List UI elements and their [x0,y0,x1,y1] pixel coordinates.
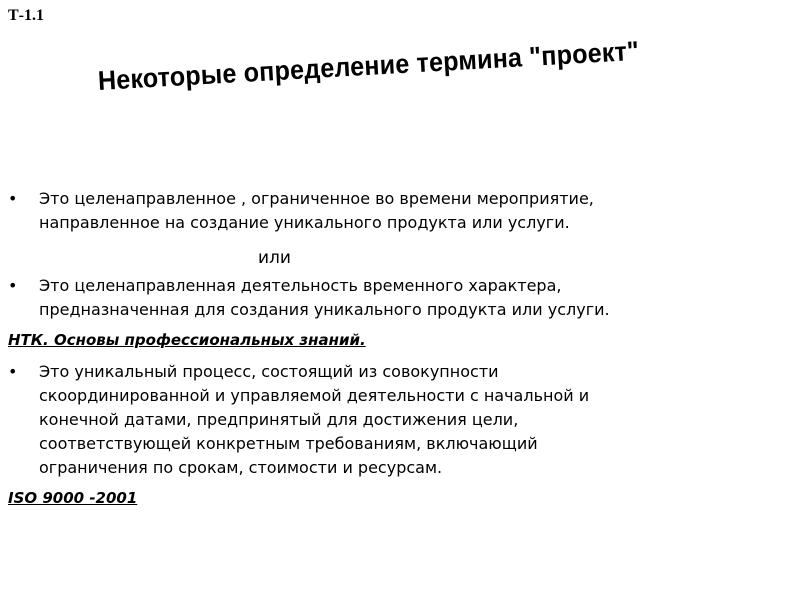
definition-line: предназначенная для создания уникального продукта или услуги. [39,300,610,319]
definition-line: направленное на создание уникального продукта или услуги. [39,213,570,232]
title-area [0,0,800,130]
source-citation: НТК. Основы профессиональных знаний. [8,331,366,349]
bullet-marker: • [8,362,18,381]
definition-line: Это целенаправленное , ограниченное во времени мероприятие, [39,189,594,208]
definition-line: соответствующей конкретным требованиям, включающий [39,434,538,453]
slide-code: Т-1.1 [8,7,44,24]
definition-line: конечной датами, предпринятый для достижения цели, [39,410,519,429]
definition-item [8,274,768,322]
bullet-marker: • [8,189,18,208]
definition-line: Это уникальный процесс, состоящий из совокупности [39,362,499,381]
or-separator: или [258,248,291,268]
bullet-marker: • [8,276,18,295]
definition-item [8,187,768,235]
definition-line: скоординированной и управляемой деятельности с начальной и [39,386,590,405]
source-citation: ISO 9000 -2001 [8,489,138,507]
page-title: Некоторые определение термина "проект" [97,35,640,96]
definition-line: ограничения по срокам, стоимости и ресурсам. [39,458,443,477]
definitions-list [8,187,768,510]
definition-line: Это целенаправленная деятельность временного характера, [39,276,562,295]
definition-item [8,360,768,480]
